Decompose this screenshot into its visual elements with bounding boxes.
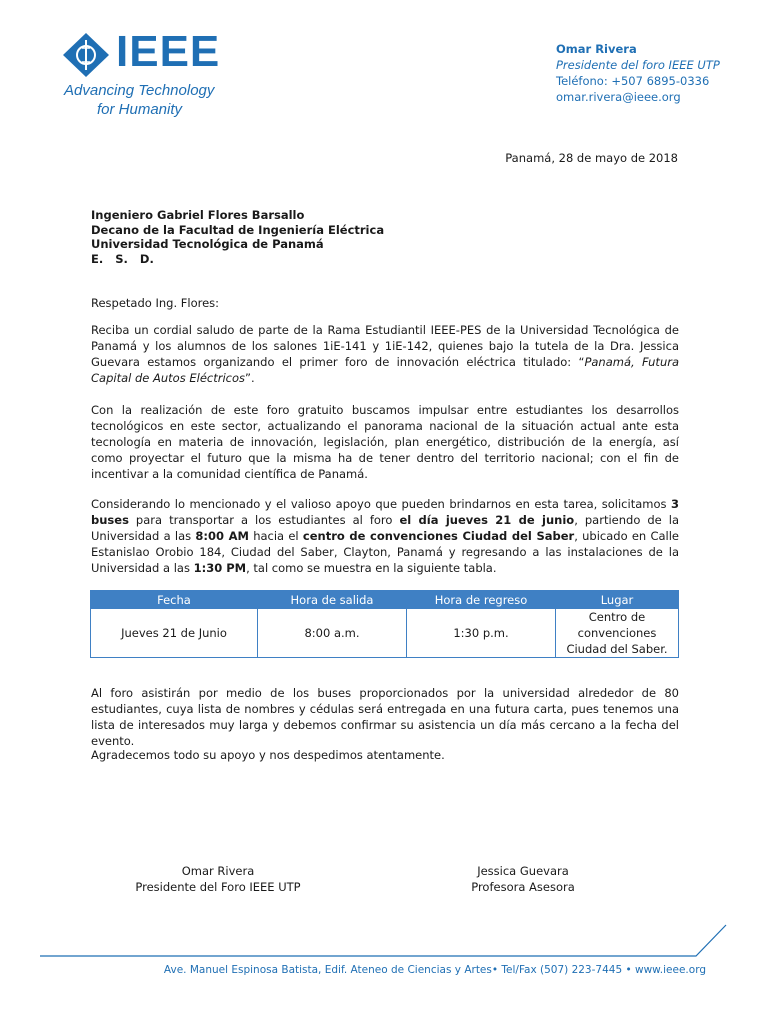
ieee-logo (62, 27, 222, 122)
table-row (91, 609, 679, 658)
signer-role: Profesora Asesora (471, 880, 575, 894)
paragraph-attendance: Al foro asistirán por medio de los buses proporcionados por la universidad alrededor de 80 estudiantes, cuya lista de nombres y cédulas será entregada en una futura carta, pues tenemos una lista de interesados muy larga y debemos confirmar su asistencia un día más cercano a la fecha del evento. (91, 686, 679, 748)
footer-address: Ave. Manuel Espinosa Batista, Edif. Ateneo de Ciencias y Artes• Tel/Fax (507) 223-7445 • www.ieee.org (163, 964, 706, 976)
logo-wordmark: IEEE (116, 27, 221, 76)
recipient-institution: Universidad Tecnológica de Panamá (91, 237, 324, 251)
signature-left (88, 863, 348, 895)
paragraph-text: Considerando lo mencionado y el valioso apoyo que pueden brindarnos en esta tarea, solicitamos (91, 497, 671, 511)
header-date: Fecha (91, 591, 258, 609)
sender-name: Omar Rivera (556, 42, 637, 56)
paragraph-request (91, 496, 679, 576)
greeting: Respetado Ing. Flores: (91, 296, 220, 310)
table-header-row (91, 591, 679, 609)
departure-time: 8:00 AM (195, 529, 249, 543)
recipient-esd: E. S. D. (91, 251, 154, 266)
signer-name: Jessica Guevara (477, 864, 569, 878)
recipient-block (91, 208, 384, 266)
paragraph-intro (91, 322, 679, 386)
header-departure: Hora de salida (258, 591, 407, 609)
signer-name: Omar Rivera (181, 864, 255, 878)
bus-count: 3 buses (91, 497, 679, 527)
paragraph-text: , tal como se muestra en la siguiente tabla. (246, 561, 497, 575)
sender-email: omar.rivera@ieee.org (556, 90, 681, 104)
signature-right (393, 863, 653, 895)
event-title: Panamá, Futura Capital de Autos Eléctricos (91, 355, 680, 385)
paragraph-text: Reciba un cordial saludo de parte de la Rama Estudiantil IEEE-PES de la Universidad Tecnológica de Panamá y los alumnos de los salones 1iE-141 y 1iE-142, quienes bajo la tutela de la Dra. Jessica Guevara estamos organizando el primer foro de innovación eléctrica titulado: “ (91, 323, 679, 369)
paragraph-closing: Agradecemos todo su apoyo y nos despedimos atentamente. (91, 748, 445, 762)
event-date: el día jueves 21 de junio (399, 513, 575, 527)
cell-return: 1:30 p.m. (407, 609, 556, 658)
letter-date: Panamá, 28 de mayo de 2018 (505, 151, 678, 165)
recipient-title: Decano de la Facultad de Ingeniería Eléctrica (91, 222, 385, 237)
footer-divider (0, 920, 768, 960)
paragraph-purpose: Con la realización de este foro gratuito buscamos impulsar entre estudiantes los desarrollos tecnológicos en este sector, actualizando el panorama nacional de la situación actual ante esta tecnología en materia de innovación, legislación, plan energético, distribución de la energía, así como proyectar el futuro que la misma ha de tener dentro del territorio nacional; con el fin de incentivar a la comunidad científica de Panamá. (91, 403, 679, 481)
cell-date: Jueves 21 de Junio (91, 609, 258, 658)
sender-role: Presidente del foro IEEE UTP (556, 58, 720, 72)
paragraph-text: , ubicado en Calle Estanislao Orobio 184, Ciudad del Saber, Clayton, Panamá y regresando a las instalaciones de la Universidad a las (91, 529, 680, 575)
logo-tagline: for Humanity (97, 101, 183, 118)
cell-place: Centro de convenciones Ciudad del Saber. (556, 609, 679, 658)
paragraph-text: hacia el (248, 529, 303, 543)
cell-departure: 8:00 a.m. (258, 609, 407, 658)
sender-block (556, 41, 720, 105)
recipient-name: Ingeniero Gabriel Flores Barsallo (91, 208, 305, 222)
venue-name: centro de convenciones Ciudad del Saber (302, 529, 575, 543)
ieee-diamond-icon (62, 32, 114, 78)
paragraph-text: , partiendo de la Universidad a las (91, 513, 679, 543)
logo-tagline: Advancing Technology (64, 82, 215, 99)
return-time: 1:30 PM (193, 561, 247, 575)
signer-role: Presidente del Foro IEEE UTP (135, 880, 301, 894)
header-place: Lugar (556, 591, 679, 609)
sender-phone: Teléfono: +507 6895-0336 (556, 74, 710, 88)
header-return: Hora de regreso (407, 591, 556, 609)
paragraph-text: ”. (245, 371, 255, 385)
paragraph-text: para transportar a los estudiantes al foro (128, 513, 400, 527)
schedule-table (90, 590, 679, 658)
